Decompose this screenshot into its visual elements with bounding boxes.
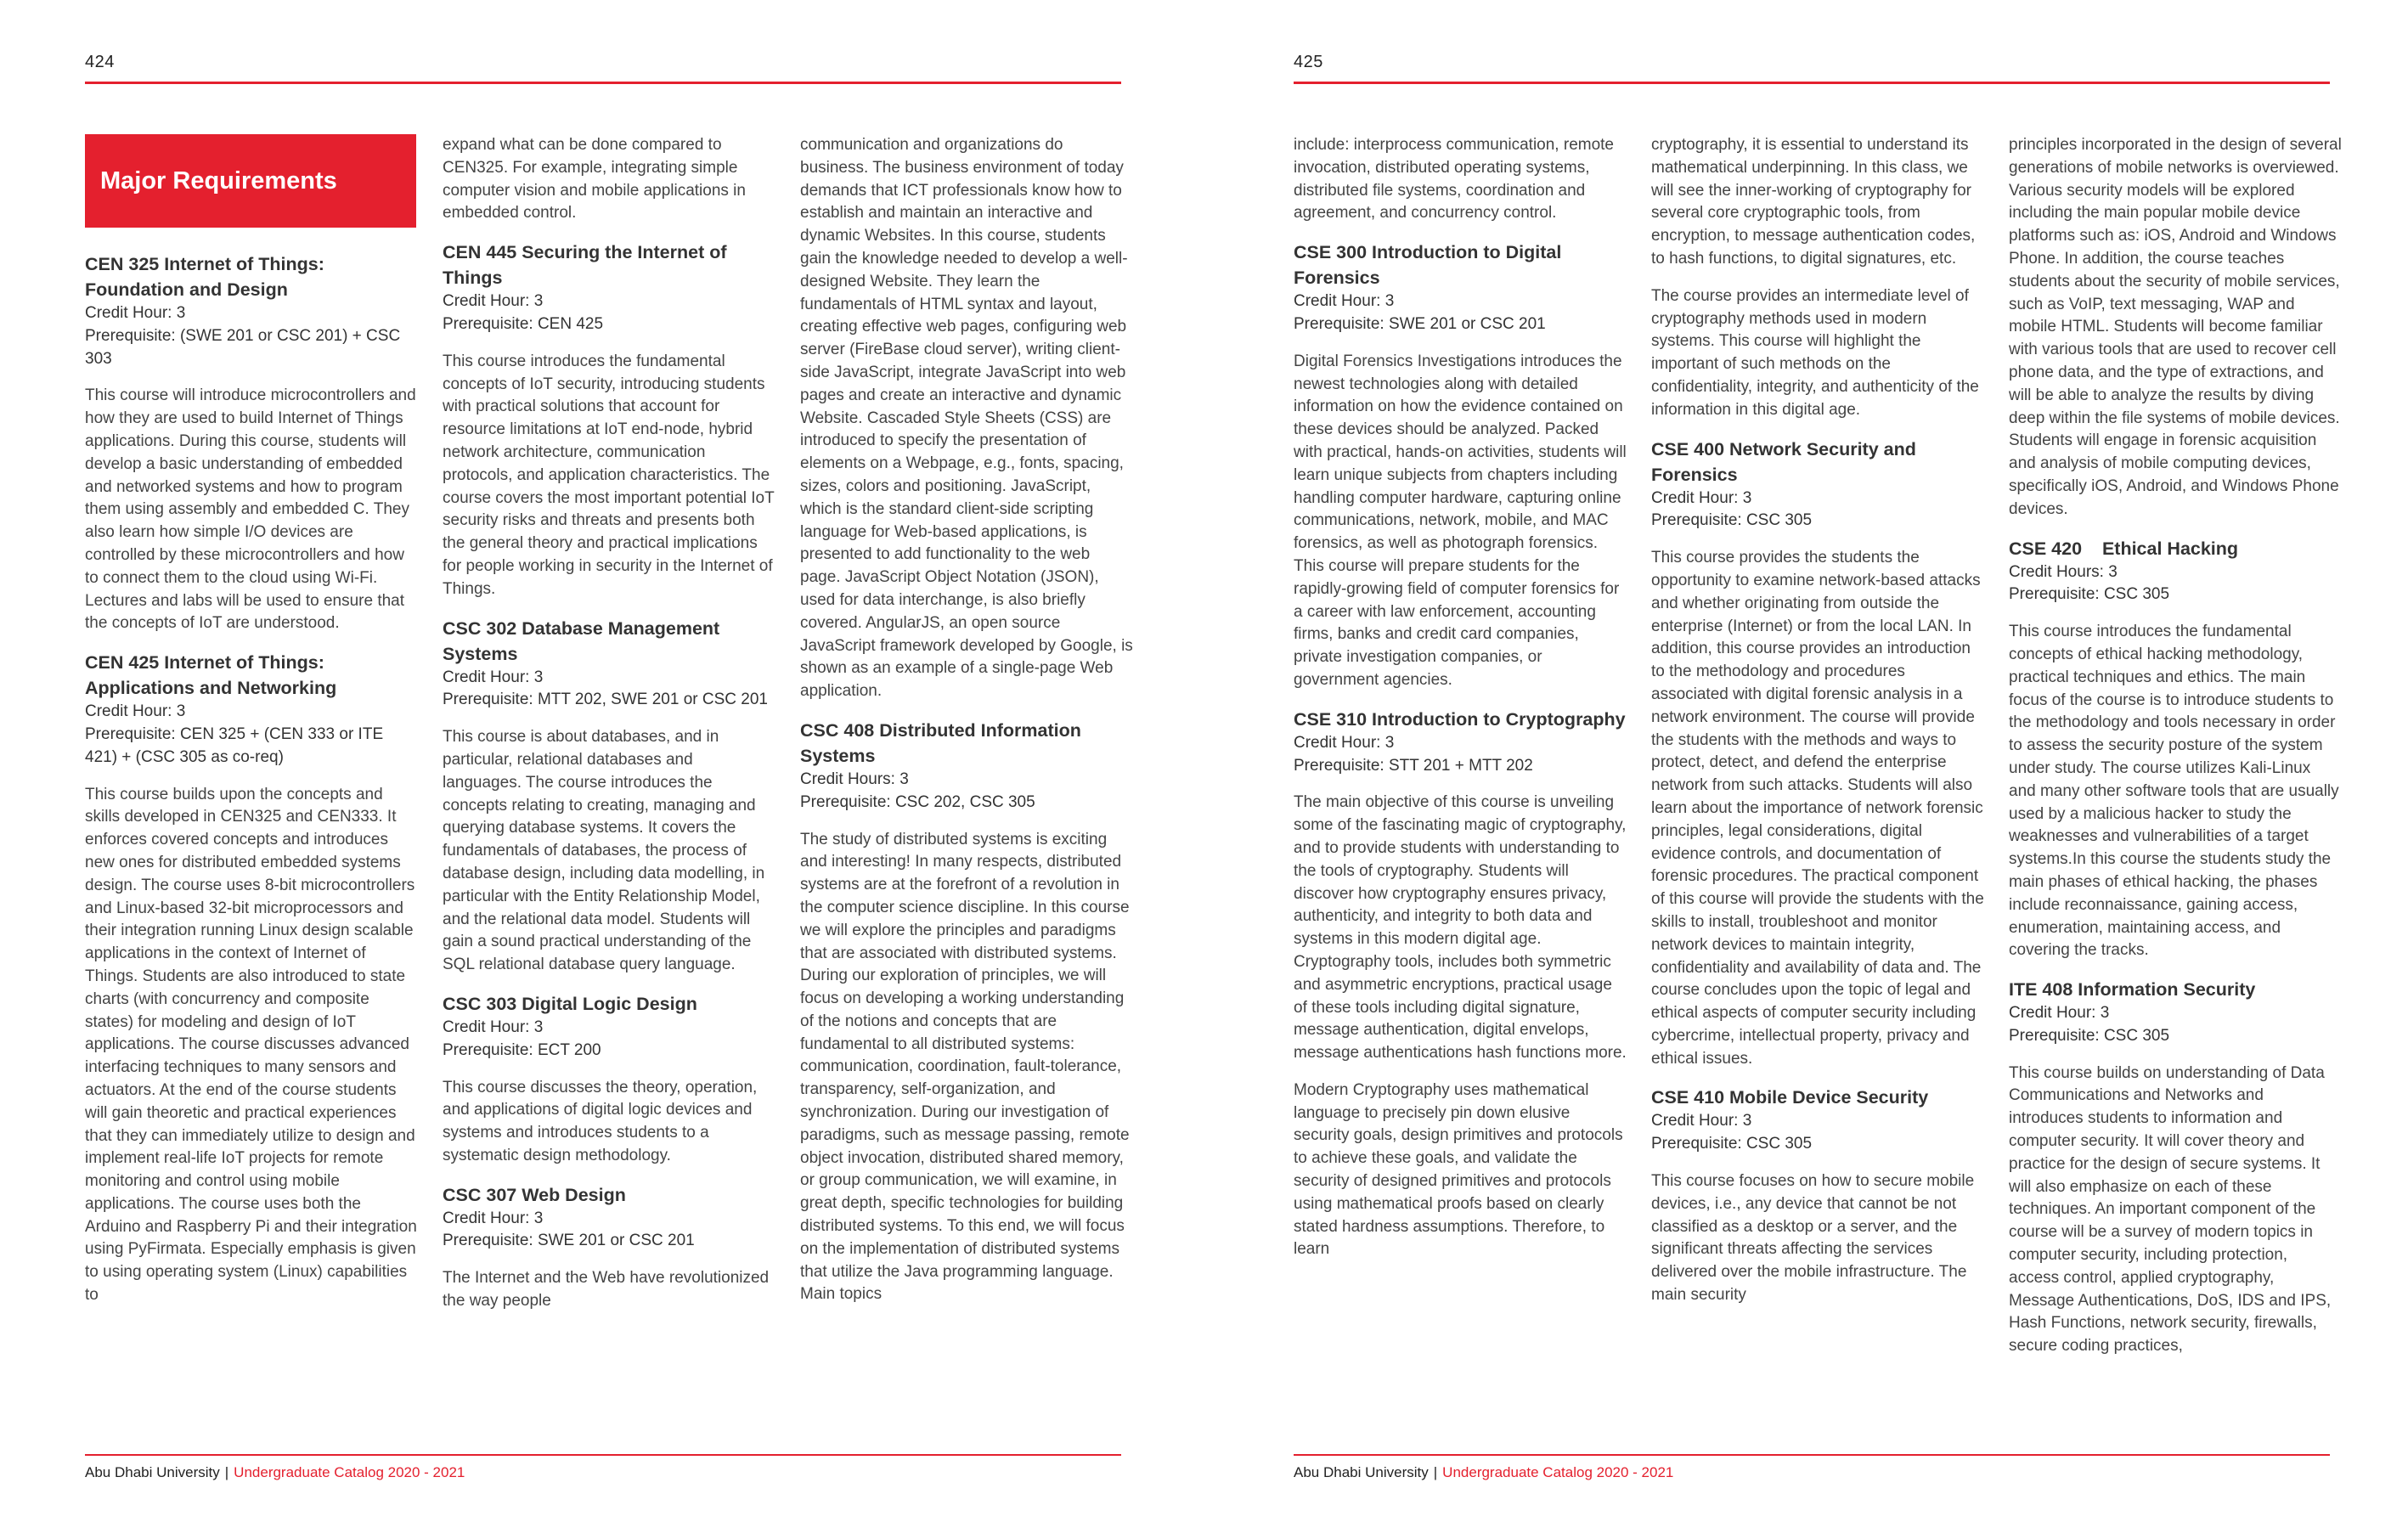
footer [1294, 1464, 1673, 1481]
prerequisite: Prerequisite: CSC 305 [2009, 1026, 2170, 1045]
course-description: The Internet and the Web have revolutionized the way people [443, 1269, 770, 1311]
continued-text-2: The course provides an intermediate level of cryptography methods used in modern systems. This course will highlight the important of such methods on the confidentiality, integrity, and authenticity of the information in this digital age. [1651, 286, 1979, 419]
course-description: This course is about databases, and in particular, relational databases and languages. The course introduces the concepts relating to creating, managing and querying database systems. It covers the fundamentals of databases, the process of database design, including data modelling, in particular with the Entity Relationship Model, and the relational data model. Students will gain a sound practical understanding of the SQL relational database query language. [443, 728, 765, 974]
course-title: CEN 325 Internet of Things: Foundation and Design [85, 254, 324, 300]
footer-rule [1294, 1454, 2330, 1456]
right-page [1204, 0, 2407, 1539]
footer-university: Abu Dhabi University [85, 1464, 220, 1480]
column-1 [85, 134, 418, 1322]
prerequisite: Prerequisite: ECT 200 [443, 1040, 601, 1059]
course-description-continued: Modern Cryptography uses mathematical language to precisely pin down elusive security goals, design primitives and protocols to achieve these goals, and validate the security of designed primitives and protocols using mathematical proofs based on clearly stated hardness assumptions. Therefore, to learn [1294, 1080, 1623, 1259]
course-cse410 [1651, 1085, 1984, 1156]
column-1 [1294, 134, 1627, 1276]
prerequisite: Prerequisite: STT 201 + MTT 202 [1294, 756, 1533, 775]
course-description: This course builds on understanding of Data Communications and Networks and introduces students to information and computer security. It will cover theory and practice for the design of secure systems. It will also emphasize on each of these techniques. An important component of the course will be a survey of modern topics in computer security, including protection, access control, applied cryptography, Message Authentications, DoS, IDS and IPS, Hash Functions, network security, firewalls, secure coding practices, [2009, 1063, 2332, 1356]
course-description: The main objective of this course is unveiling some of the fascinating magic of cryptography, and to provide students with understanding to the tools of cryptography. Students will discover how cryptography ensures privacy, authenticity, and integrity to both data and systems in this modern digital age. Cryptography tools, includes both symmetric and asymmetric encryptions, practical usage of these tools including digital signature, message authentication, digital envelops, message authentications hash functions more. [1294, 793, 1627, 1063]
course-description: Digital Forensics Investigations introduces the newest technologies along with detailed information on how the evidence contained on these devices should be analyzed. Packed with practical, hands-on activities, students will learn unique subjects from chapters including handling computer hardware, capturing online communications, network, mobile, and MAC forensics, as well as photograph forensics. This course will prepare students for the rapidly-growing field of computer forensics for a career with law enforcement, accounting firms, banks and credit card companies, private investigation companies, or government agencies. [1294, 352, 1627, 689]
course-cse310 [1294, 707, 1627, 778]
page-number: 425 [1294, 53, 1323, 71]
credit-hours: Credit Hour: 3 [443, 1209, 544, 1227]
course-title: CEN 425 Internet of Things: Applications and Networking [85, 652, 337, 699]
prerequisite: Prerequisite: SWE 201 or CSC 201 [1294, 314, 1546, 333]
page-number: 424 [85, 53, 115, 71]
footer-catalog: Undergraduate Catalog 2020 - 2021 [234, 1464, 465, 1480]
footer [85, 1464, 465, 1481]
prerequisite: Prerequisite: CSC 305 [2009, 585, 2170, 604]
course-title: CEN 445 Securing the Internet of Things [443, 242, 727, 289]
header-rule [1294, 82, 2330, 84]
course-title: ITE 408 Information Security [2009, 979, 2256, 1001]
credit-hours: Credit Hours: 3 [2009, 562, 2118, 581]
course-title: CSC 303 Digital Logic Design [443, 993, 697, 1014]
column-2 [443, 134, 775, 1328]
course-title: CSC 302 Database Management Systems [443, 617, 720, 664]
credit-hours: Credit Hour: 3 [1651, 1112, 1752, 1130]
column-2 [1651, 134, 1984, 1322]
credit-hours: Credit Hour: 3 [85, 304, 186, 322]
course-description: This course builds upon the concepts and skills developed in CEN325 and CEN333. It enforces covered concepts and introduces new ones for distributed embedded systems design. The course uses 8-bit microcontrollers and Linux-based 32-bit microprocessors and their integration running Linux design scalable applications in the context of Internet of Things. Students are also introduced to state charts (with concurrency and composite states) for modeling and design of IoT applications. The course discusses advanced interfacing techniques to many sensors and actuators. At the end of the course students will gain theoretic and practical experiences that they can immediately utilize to design and implement real-life IoT projects for remote monitoring and control using mobile applications. The course uses both the Arduino and Raspberry Pi and their integration using PyFirmata. Especially emphasis is given to using operating system (Linux) capabilities to [85, 785, 417, 1305]
continued-text: principles incorporated in the design of several generations of mobile networks is overviewed. Various security models will be explored including the main popular mobile device platforms such as: iOS, Android and Windows Phone. In addition, the course teaches students about the security of mobile services, such as VoIP, text messaging, WAP and mobile HTML. Students will become familiar with various tools that are used to recover cell phone data, and the type of extractions, and will be able to analyze the results by diving deep within the file systems of mobile devices. Students will engage in forensic acquisition and analysis of mobile computing devices, specifically iOS, Android, and Windows Phone devices. [2009, 136, 2342, 518]
credit-hours: Credit Hour: 3 [1294, 733, 1395, 752]
prerequisite: Prerequisite: (SWE 201 or CSC 201) + CSC 303 [85, 326, 401, 368]
course-title: CSE 310 Introduction to Cryptography [1294, 708, 1626, 730]
course-title: CSE 410 Mobile Device Security [1651, 1087, 1929, 1108]
course-cse400 [1651, 437, 1984, 533]
continued-text: cryptography, it is essential to understand its mathematical underpinning. In this class, we will see the inner-working of cryptography for several core cryptographic tools, from encryption, to message authentication codes, to hash functions, to digital signatures, etc. [1651, 136, 1976, 268]
course-description: This course provides the students the opportunity to examine network-based attacks and whether originating from outside the enterprise (Internet) or from the local LAN. In addition, this course provides an introduction to the methodology and procedures associated with digital forensic analysis in a network environment. The course will provide the students with the methods and ways to protect, detect, and defend the enterprise network from such attacks. Students will also learn about the importance of network forensic principles, legal considerations, digital evidence controls, and documentation of forensic procedures. The practical component of this course will provide the students with the skills to install, troubleshoot and monitor network devices to maintain integrity, confidentiality and availability of data and. The course concludes upon the topic of legal and ethical aspects of computer security including cybercrime, intellectual property, privacy and ethical issues. [1651, 549, 1984, 1068]
course-ite408 [2009, 977, 2342, 1048]
course-cen445 [443, 240, 775, 336]
prerequisite: Prerequisite: MTT 202, SWE 201 or CSC 201 [443, 691, 768, 709]
course-description: This course discusses the theory, operation, and applications of digital logic devices and systems and introduces students to a systematic design methodology. [443, 1078, 758, 1164]
section-banner: Major Requirements [85, 134, 416, 228]
course-description: This course introduces the fundamental concepts of IoT security, introducing students with practical solutions that account for resource limitations at IoT end-node, hybrid network architecture, communication protocols, and application characteristics. The course covers the most important potential IoT security risks and threats and presents both the general theory and practical implications for people working in security in the Internet of Things. [443, 352, 775, 598]
credit-hours: Credit Hours: 3 [800, 770, 909, 788]
footer-rule [85, 1454, 1121, 1456]
course-description: This course will introduce microcontrollers and how they are used to build Internet of Things applications. During this course, students will develop a basic understanding of embedded and networked systems and how to program them using assembly and embedded C. They also learn how simple I/O devices are controlled by these microcontrollers and how to connect them to the cloud using Wi-Fi. Lectures and labs will be used to ensure that the concepts of IoT are understood. [85, 386, 416, 633]
course-csc302 [443, 616, 775, 713]
course-csc303 [443, 991, 775, 1063]
credit-hours: Credit Hour: 3 [1294, 292, 1395, 311]
course-csc307 [443, 1182, 775, 1254]
course-title: CSC 408 Distributed Information Systems [800, 719, 1081, 766]
course-description: This course introduces the fundamental concepts of ethical hacking methodology, practical techniques and ethics. The main focus of the course is to introduce students to the methodology and tools necessary in order to assess the security posture of the system under study. The course utilizes Kali-Linux and many other software tools that are usually used by a malicious hacker to study the weaknesses and vulnerabilities of a target systems.In this course the students study the main phases of ethical hacking, the phases include reconnaissance, gaining access, enumeration, maintaining access, and covering the tracks. [2009, 623, 2339, 960]
credit-hours: Credit Hour: 3 [2009, 1004, 2110, 1023]
prerequisite: Prerequisite: CEN 425 [443, 314, 604, 333]
column-3 [2009, 134, 2342, 1373]
footer-separator: | [1433, 1464, 1438, 1480]
course-description: The study of distributed systems is exciting and interesting! In many respects, distributed systems are at the forefront of a revolution in the computer science discipline. In this course we will explore the principles and paradigms that are associated with distributed systems. During our exploration of principles, we will focus on developing a working understanding of the notions and concepts that are fundamental to all distributed systems: communication, coordination, fault-tolerance, transparency, self-organization, and synchronization. During our investigation of paradigms, such as message passing, remote object invocation, distributed shared memory, or group communication, we will examine, in great depth, specific technologies for building distributed systems. To this end, we will focus on the implementation of distributed systems that utilize the Java programming language. Main topics [800, 830, 1130, 1304]
credit-hours: Credit Hour: 3 [443, 668, 544, 686]
prerequisite: Prerequisite: CSC 305 [1651, 511, 1813, 530]
course-description: This course focuses on how to secure mobile devices, i.e., any device that cannot be not classified as a desktop or a server, and the significant threats affecting the services delivered over the mobile infrastructure. The main security [1651, 1172, 1975, 1305]
credit-hours: Credit Hour: 3 [443, 1018, 544, 1036]
course-title: CSE 420 Ethical Hacking [2009, 538, 2239, 559]
credit-hours: Credit Hour: 3 [85, 702, 186, 721]
course-cen425 [85, 650, 418, 769]
course-title: CSE 300 Introduction to Digital Forensics [1294, 242, 1562, 289]
footer-separator: | [224, 1464, 229, 1480]
prerequisite: Prerequisite: CEN 325 + (CEN 333 or ITE 421) + (CSC 305 as co-req) [85, 724, 384, 766]
footer-catalog: Undergraduate Catalog 2020 - 2021 [1442, 1464, 1674, 1480]
course-title: CSC 307 Web Design [443, 1184, 626, 1205]
course-cse420 [2009, 536, 2342, 607]
prerequisite: Prerequisite: SWE 201 or CSC 201 [443, 1232, 695, 1250]
column-3 [800, 134, 1133, 1321]
continued-text: include: interprocess communication, remote invocation, distributed operating systems, distributed file systems, coordination and agreement, and concurrency control. [1294, 136, 1615, 223]
prerequisite: Prerequisite: CSC 305 [1651, 1135, 1813, 1153]
credit-hours: Credit Hour: 3 [1651, 488, 1752, 507]
continued-text: expand what can be done compared to CEN325. For example, integrating simple computer vision and mobile applications in embedded control. [443, 136, 746, 223]
course-csc408 [800, 718, 1133, 815]
credit-hours: Credit Hour: 3 [443, 292, 544, 311]
course-cen325 [85, 251, 418, 370]
course-cse300 [1294, 240, 1627, 336]
header-rule [85, 82, 1121, 84]
prerequisite: Prerequisite: CSC 202, CSC 305 [800, 792, 1035, 811]
course-title: CSE 400 Network Security and Forensics [1651, 438, 1916, 485]
footer-university: Abu Dhabi University [1294, 1464, 1429, 1480]
continued-text: communication and organizations do business. The business environment of today demands that ICT professionals know how to establish and maintain an interactive and dynamic Websites. In this course, students gain the knowledge needed to develop a well-designed Website. They learn the fundamentals of HTML syntax and layout, creating effective web pages, configuring web server (FireBase cloud server), writing client-side JavaScript, integrate JavaScript into web pages and create an interactive and dynamic Website. Cascaded Style Sheets (CSS) are introduced to specify the presentation of elements on a Webpage, e.g., fonts, spacing, sizes, colors and positioning. JavaScript, which is the standard client-side scripting language for Web-based applications, is presented to add functionality to the web page. JavaScript Object Notation (JSON), used for data interchange, is also briefly covered. AngularJS, an open source JavaScript framework developed by Google, is shown as an example of a single-page Web application. [800, 136, 1133, 701]
